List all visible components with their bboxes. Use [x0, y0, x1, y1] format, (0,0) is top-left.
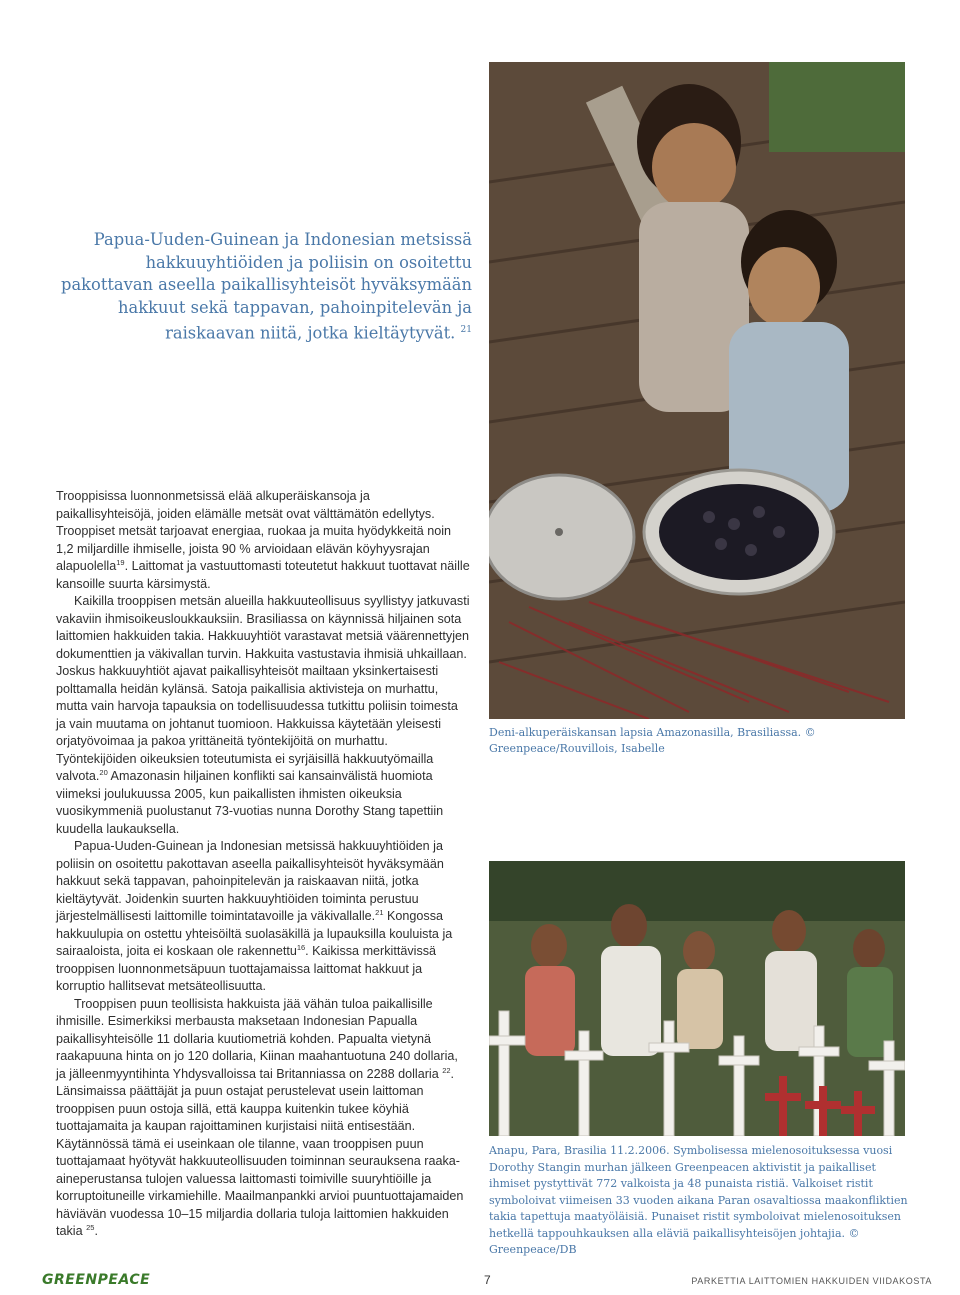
paragraph-4-tail: . — [94, 1224, 98, 1238]
body-text-column — [56, 488, 470, 1241]
footnote-ref: 21 — [375, 907, 384, 917]
photo-crosses-illustration — [489, 861, 905, 1136]
paragraph-1-text: Trooppisissa luonnonmetsissä elää alkuperäiskansoja ja paikallisyhteisöjä, joiden elämälle metsät ovat välttämätön edellytys. Trooppiset metsät tarjoavat energiaa, ruokaa ja muita hyödykkeitä noin 1,2 miljardille ihmiselle, joista 90 % arvioidaan elävän köyhyysrajan alapuolella — [56, 489, 452, 573]
page-number: 7 — [484, 1273, 491, 1287]
photo-children — [489, 62, 905, 719]
paragraph-4 — [56, 996, 470, 1241]
paragraph-2-text: Kaikilla trooppisen metsän alueilla hakkuuteollisuus syyllistyy jatkuvasti vakaviin ihmisoikeusloukkauksiin. Brasiliassa on käynnissä hiljainen sota laittomien hakkuiden takia. Hakkuuyhtiöt varastavat metsiä väärennettyjen dokumenttien ja väkivallan turvin. Hakkuita vastustavia ihmisiä uhkaillaan. Joskus hakkuuyhtiöt ajavat paikallisyhteisöt mailtaan yksinkertaisesti polttamalla heidän kylänsä. Satoja paikallisia aktivisteja on murhattu, mutta vain harvoja tapauksia on todellisuudessa tutkittu poliisin toimesta ja vain muutama on johtanut tuomioon. Hakkuissa käytetään yleisesti orjatyövoimaa ja pakoa yrittäneitä työntekijöitä on murhattu. Työntekijöiden oikeuksien toteutumista ei syrjäisillä hakkuutyömailla valvota. — [56, 594, 470, 783]
photo-children-illustration — [489, 62, 905, 719]
paragraph-4-middle: . Länsimaissa päättäjät ja puun ostajat perustelevat usein laittoman trooppisen puun ostoja sillä, että kauppa kuitenkin tukee köyhiä tuottajamaita ja kaupan rajoittaminen kurjistaisi niitä entisestään. Käytännössä tämä ei useinkaan ole tilanne, vaan trooppisen puun tuottajamaat hyötyvät hakkuuteollisuuden toiminnan seurauksena raaka-aineperustansa tulojen valuessa laittomasti toimiville suuryhtiöille ja korruptoituneille virkamiehille. Maailmanpankki arvioi puuntuottajamaiden häviävän vuodessa 10–15 miljardia dollaria tuloja laittomien hakkuiden takia — [56, 1066, 464, 1238]
pull-quote — [60, 229, 472, 345]
paragraph-3 — [56, 838, 470, 996]
paragraph-3-tail: . Kaikissa merkittävissä trooppisen luonnonmetsäpuun tuottajamaissa laittomat hakkuut ja korruptio hallitsevat metsäteollisuutta. — [56, 944, 437, 993]
paragraph-1-tail: . Laittomat ja vastuuttomasti toteutetut hakkuut tuottavat näille kansoille suurta kärsimystä. — [56, 559, 470, 591]
footnote-ref: 16 — [296, 942, 306, 952]
paragraph-3-middle: Kongossa hakkuulupia on ostettu yhteisöiltä suolasäkillä ja lupauksilla kouluista ja sairaaloista, joita ei koskaan ole rakennettu — [56, 909, 453, 958]
footnote-ref: 22 — [442, 1065, 451, 1075]
paragraph-4-text: Trooppisen puun teollisista hakkuista jää vähän tuloa paikallisille ihmisille. Esimerkiksi merbausta maksetaan Indonesian Papualla paikallisyhteisölle 11 dollaria kuutiometriä kohden. Papualta vietynä raakapuuna hinta on jo 120 dollaria, Kiinan maahantuotuna 240 dollaria, ja jälleenmyyntihinta Yhdysvalloissa tai Britanniassa on 2288 dollaria — [56, 996, 458, 1081]
footnote-ref: 25 — [86, 1222, 95, 1232]
photo-crosses-caption: Anapu, Para, Brasilia 11.2.2006. Symbolisessa mielenosoituksessa vuosi Dorothy Stangin murhan jälkeen Greenpeacen aktivistit ja paikalliset ihmiset pystyttivät 772 valkoista ja 48 punaista ristiä. Valkoiset ristit symboloivat viimeisen 33 vuoden aikana Paran osavaltiossa maakonfliktien takia tapettuja maatyöläisiä. Punaiset ristit symboloivat mielenosoituksen hetkellä tappouhkauksen alla eläviä paikallisyhteisöjen johtajia. © Greenpeace/DB — [489, 1144, 908, 1256]
footnote-ref: 20 — [99, 767, 108, 777]
paragraph-1 — [56, 488, 470, 593]
footnote-ref: 19 — [116, 557, 125, 567]
paragraph-2-tail: Amazonasin hiljainen konflikti sai kansainvälistä huomiota viimeksi joulukuussa 2005, kun paikallisten ihmisten oikeuksia vuosikymmeniä puolustanut 73-vuotias nunna Dorothy Stang tapettiin kuudella laukauksella. — [56, 769, 444, 836]
pull-quote-text: Papua-Uuden-Guinean ja Indonesian metsissä hakkuuyhtiöiden ja poliisin on osoitettu pakottavan aseella paikallisyhteisöt hyväksymään hakkuut sekä tappavan, pahoinpitelevän ja raiskaavan niitä, jotka kieltäytyvät. — [61, 230, 472, 343]
photo-crosses — [489, 861, 905, 1136]
pull-quote-ref: 21 — [460, 325, 472, 336]
photo-children-caption: Deni-alkuperäiskansan lapsia Amazonasilla, Brasiliassa. © Greenpeace/Rouvillois, Isabelle — [489, 726, 816, 755]
footer-publication-title: PARKETTIA LAITTOMIEN HAKKUIDEN VIIDAKOSTA — [691, 1276, 932, 1286]
paragraph-3-text: Papua-Uuden-Guinean ja Indonesian metsissä hakkuuyhtiöiden ja poliisin on osoitettu pakottavan aseella paikallisyhteisöt hyväksymään hakkuut sekä tappavan, pahoinpitelevän ja raiskaavan niitä, jotka kieltäytyvät. Joidenkin suurten hakkuuyhtiöiden toiminta perustuu järjestelmällisesti laittomille toimintatavoille ja väkivallalle. — [56, 839, 444, 923]
greenpeace-logo: GREENPEACE — [42, 1272, 151, 1288]
paragraph-2 — [56, 593, 470, 838]
